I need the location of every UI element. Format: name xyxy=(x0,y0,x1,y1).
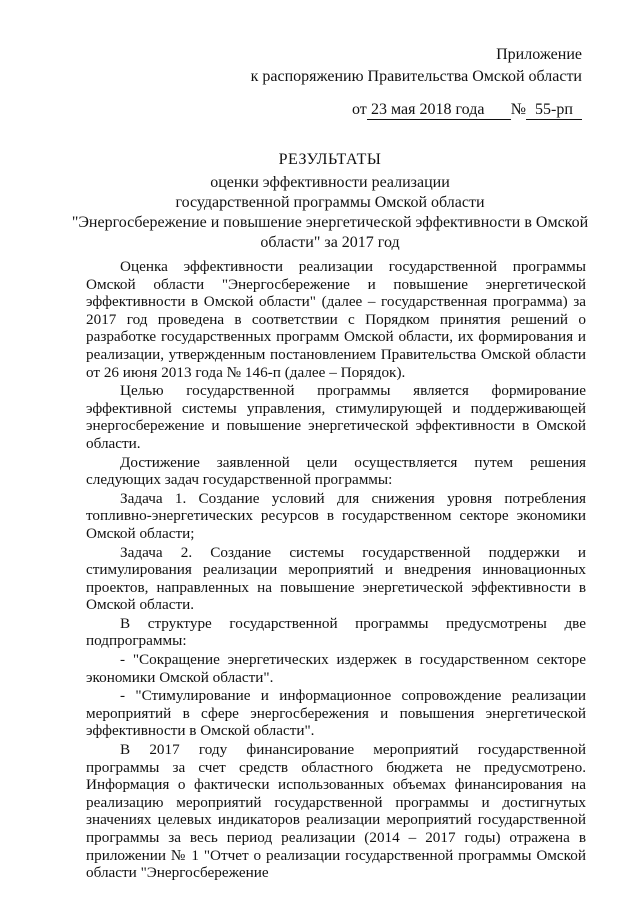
title-line-2: государственной программы Омской области xyxy=(175,194,485,211)
paragraph: В 2017 году финансирование мероприятий государственной программы за счет средств областного бюджета не предусмотрено. Информация о фактически использованных объемах финансирования на реализацию мероприятий государственной программы и достигнутых значениях целевых индикаторов реализации мероприятий государственной программы за весь период реализации (2014 – 2017 годы) отражена в приложении № 1 "Отчет о реализации государственной программы Омской области "Энергосбережение xyxy=(86,741,586,882)
document-title xyxy=(70,150,590,253)
attachment-reference: к распоряжению Правительства Омской области xyxy=(250,68,582,85)
paragraph: Достижение заявленной цели осуществляется путем решения следующих задач государственной программы: xyxy=(86,453,586,489)
paragraph: Целью государственной программы является формирование эффективной системы управления, стимулирующей и поддерживающей энергосбережение и повышение энергетической эффективности в Омской области. xyxy=(86,382,586,452)
paragraph: Оценка эффективности реализации государственной программы Омской области "Энергосбережение и повышение энергетической эффективности в Омской области" (далее – государственная программа) за 2017 год проведена в соответствии с Порядком принятия решений о разработке государственных программ Омской области, их формирования и реализации, утвержденным постановлением Правительства Омской области от 26 июня 2013 года № 146-п (далее – Порядок). xyxy=(86,258,586,381)
paragraph: В структуре государственной программы предусмотрены две подпрограммы: xyxy=(86,614,586,650)
attachment-header xyxy=(251,44,582,88)
order-dateline xyxy=(352,99,582,121)
title-line-3: "Энергосбережение и повышение энергетической эффективности в Омской xyxy=(71,214,589,231)
subprogram-item: - "Сокращение энергетических издержек в государственном секторе экономики Омской области". xyxy=(86,651,586,686)
title-heading: РЕЗУЛЬТАТЫ xyxy=(278,151,382,168)
dateline-from: от xyxy=(351,101,367,118)
dateline-blank xyxy=(489,101,511,120)
title-line-1: оценки эффективности реализации xyxy=(210,174,450,191)
title-line-4: области" за 2017 год xyxy=(260,234,400,251)
document-body xyxy=(86,258,586,882)
dateline-number-sign: № xyxy=(510,101,526,118)
task-item: Задача 1. Создание условий для снижения уровня потребления топливно-энергетических ресурсов в государственном секторе экономики Омской области; xyxy=(86,489,586,542)
attachment-label: Приложение xyxy=(496,46,582,63)
order-date: 23 мая 2018 года xyxy=(367,101,489,120)
order-number: 55-рп xyxy=(526,101,582,120)
subprogram-item: - "Стимулирование и информационное сопровождение реализации мероприятий в сфере энергосбережения и повышения энергетической эффективности в Омской области". xyxy=(86,687,586,740)
task-item: Задача 2. Создание системы государственной поддержки и стимулирования реализации мероприятий и внедрения инновационных проектов, направленных на повышение энергетической эффективности в Омской области. xyxy=(86,543,586,614)
